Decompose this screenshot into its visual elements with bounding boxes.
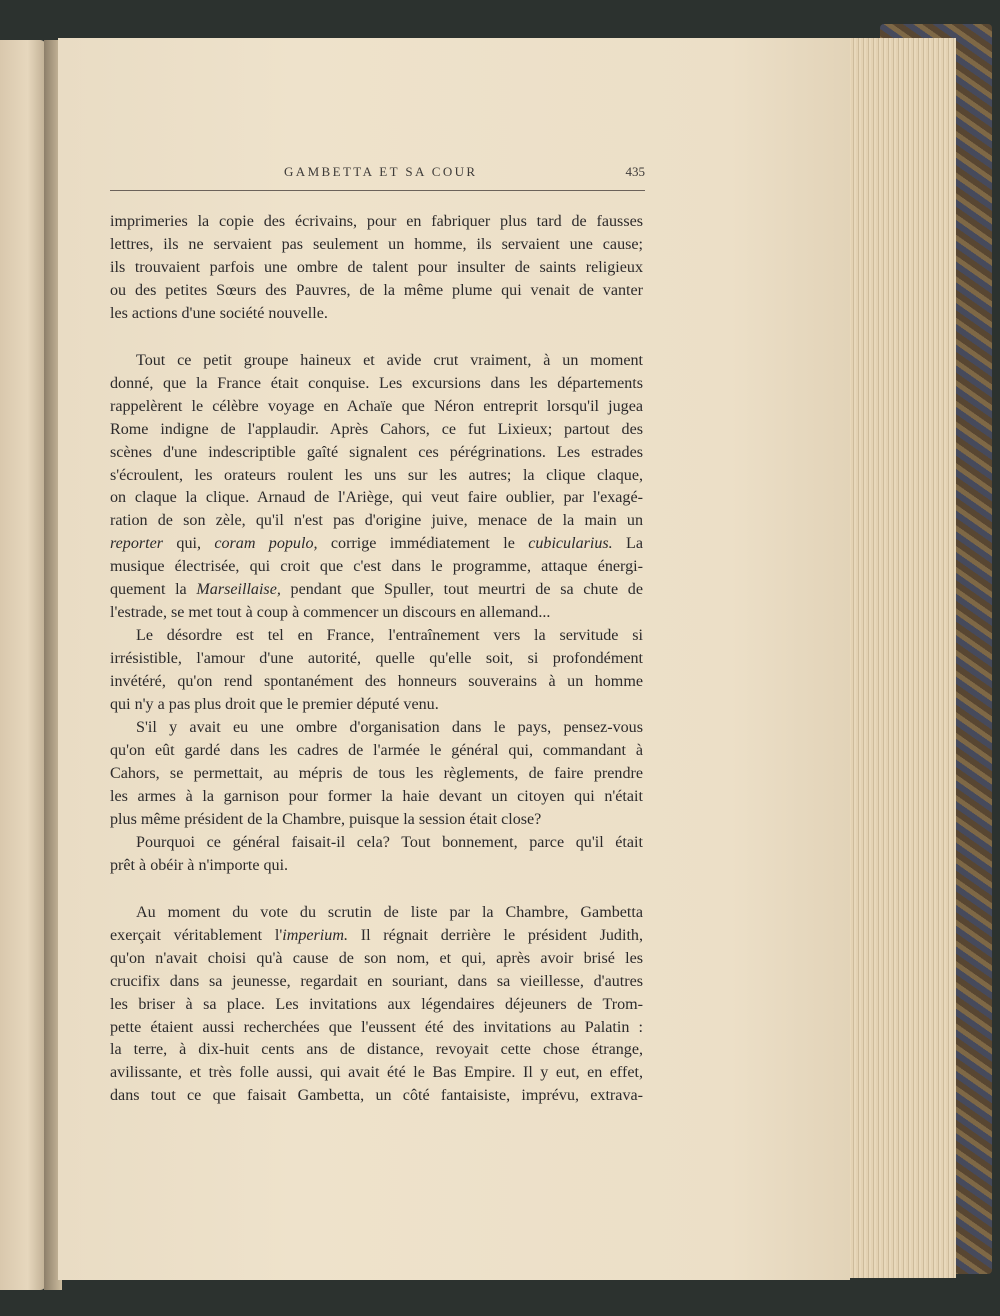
text-line: s'écroulent, les orateurs roulent les uns sur les autres; la clique claque, <box>110 466 643 484</box>
text-line: Rome indigne de l'applaudir. Après Cahors, ce fut Lixieux; partout des <box>110 420 643 438</box>
text-line: S'il y avait eu une ombre d'organisation dans le pays, pensez-vous <box>136 719 643 736</box>
text-line: Cahors, se permettait, au mépris de tous les règlements, de faire prendre <box>110 764 643 782</box>
text-line <box>110 533 643 556</box>
text-line: invétéré, qu'on rend spontanément des honneurs souverains à un homme <box>110 672 643 690</box>
italic-term: Marseillaise, <box>196 581 281 599</box>
italic-term: reporter <box>110 535 164 553</box>
text-line: pette étaient aussi recherchées que l'eussent été des invitations au Palatin : <box>110 1018 643 1036</box>
text-line: Le désordre est tel en France, l'entraînement vers la servitude si <box>136 627 643 644</box>
text-line: ration de son zèle, qu'il n'est pas d'origine juive, menace de la main un <box>110 512 643 530</box>
text-line: crucifix dans sa jeunesse, regardait en souriant, dans sa vieillesse, d'autres <box>110 972 643 990</box>
text-line: qui n'y a pas plus droit que le premier député venu. <box>110 695 439 713</box>
paragraph-3 <box>110 625 643 717</box>
running-title: GAMBETTA ET SA COUR <box>284 164 478 179</box>
text-line: qu'on n'avait choisi qu'à cause de son nom, et qui, après avoir brisé les <box>110 949 643 967</box>
italic-term: cubicularius. <box>528 535 613 553</box>
text-line: lettres, ils ne servaient pas seulement un homme, ils servaient une cause; <box>110 235 643 253</box>
facing-page-edge <box>0 40 46 1290</box>
text-run: quement la <box>110 581 197 599</box>
text-line: Tout ce petit groupe haineux et avide crut vraiment, à un moment <box>136 352 643 369</box>
text-line: l'estrade, se met tout à coup à commencer un discours en allemand... <box>110 603 551 621</box>
text-run: corrige immédiatement le <box>317 535 529 553</box>
paragraph-2 <box>110 350 643 625</box>
text-line: prêt à obéir à n'importe qui. <box>110 856 289 874</box>
text-run: pendant que Spuller, tout meurtri de sa chute de <box>280 581 643 599</box>
text-line: ou des petites Sœurs des Pauvres, de la même plume qui venait de vanter <box>110 281 643 299</box>
italic-term: imperium. <box>282 926 348 944</box>
text-line: Au moment du vote du scrutin de liste par la Chambre, Gambetta <box>136 904 643 921</box>
page-number: 435 <box>625 164 645 179</box>
text-line: Pourquoi ce général faisait-il cela? Tout bonnement, parce qu'il était <box>136 834 643 851</box>
text-line: scènes d'une indescriptible gaîté signalent ces pérégrinations. Les estrades <box>110 443 643 461</box>
text-line: musique électrisée, qui croit que c'est dans le programme, attaque énergi- <box>110 558 643 576</box>
text-run: Il régnait derrière le président Judith, <box>347 926 643 944</box>
text-line: les actions d'une société nouvelle. <box>110 304 328 322</box>
text-line: rappelèrent le célèbre voyage en Achaïe que Néron entreprit lorsqu'il jugea <box>110 397 643 415</box>
paragraph-4 <box>110 717 643 832</box>
text-line <box>110 925 643 948</box>
text-line: plus même président de la Chambre, puisque la session était close? <box>110 810 542 828</box>
text-line: irrésistible, l'amour d'une autorité, quelle qu'elle soit, si profondément <box>110 649 643 667</box>
text-line: avilissante, et très folle aussi, qui avait été le Bas Empire. Il y eut, en effet, <box>110 1064 643 1082</box>
text-line: les armes à la garnison pour former la haie devant un citoyen qui n'était <box>110 787 643 805</box>
text-run: exerçait véritablement l' <box>110 926 283 944</box>
text-line: on claque la clique. Arnaud de l'Ariège, qui veut faire oublier, par l'exagé- <box>110 489 643 507</box>
text-run: La <box>612 535 644 553</box>
text-line <box>110 579 643 602</box>
running-header <box>110 164 645 191</box>
text-line: la terre, à dix-huit cents ans de distance, revoyait cette chose étrange, <box>110 1041 643 1059</box>
paragraph-1 <box>110 211 643 326</box>
text-line: les briser à sa place. Les invitations aux légendaires déjeuners de Trom- <box>110 995 643 1013</box>
paragraph-5 <box>110 832 643 878</box>
text-line: donné, que la France était conquise. Les excursions dans les départements <box>110 374 643 392</box>
italic-term: coram populo, <box>214 535 318 553</box>
text-run: qui, <box>163 535 215 553</box>
text-line: ils trouvaient parfois une ombre de talent pour insulter de saints religieux <box>110 258 643 276</box>
text-line: qu'on eût gardé dans les cadres de l'armée le général qui, commandant à <box>110 741 643 759</box>
text-line: imprimeries la copie des écrivains, pour en fabriquer plus tard de fausses <box>110 213 643 230</box>
text-line: dans tout ce que faisait Gambetta, un côté fantaisiste, imprévu, extrava- <box>110 1087 643 1105</box>
paragraph-6 <box>110 902 643 1108</box>
